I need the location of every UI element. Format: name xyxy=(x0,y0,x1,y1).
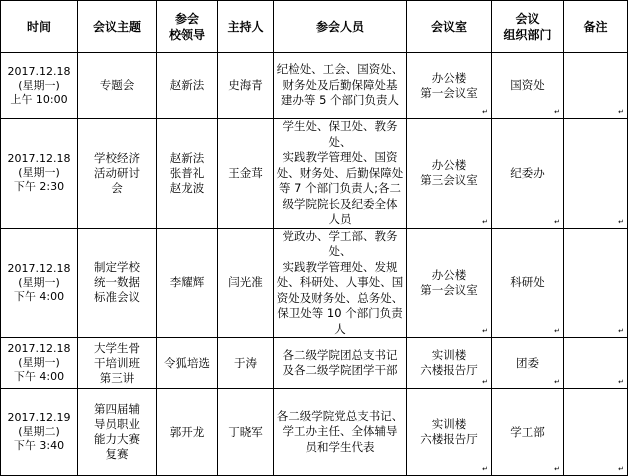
room-line: 第一会议室 xyxy=(420,282,478,297)
return-mark-icon: ↵ xyxy=(618,378,624,386)
attendee-line: 资处及财务处、总务处、 xyxy=(276,290,404,305)
cell-host: 史海青 xyxy=(218,53,274,119)
time-clock: 上午 10:00 xyxy=(10,92,68,106)
leader-line: 张普礼 xyxy=(169,165,205,180)
return-mark-icon: ↵ xyxy=(554,108,560,116)
cell-attendees xyxy=(274,389,407,476)
org-text: 团委 xyxy=(516,355,539,370)
leader-line: 赵新法 xyxy=(169,78,205,92)
attendee-line: 实践教学管理处、国资 xyxy=(282,150,398,164)
cell-attendees xyxy=(274,228,407,338)
cell-leaders xyxy=(157,338,218,389)
header-topic: 会议主题 xyxy=(78,1,157,53)
attendee-line: 员和学生代表 xyxy=(305,439,375,454)
attendee-line: 级学院院长及纪委全体 xyxy=(282,196,398,211)
return-mark-icon: ↵ xyxy=(554,217,560,226)
table-row xyxy=(1,389,628,476)
header-note: 备注 xyxy=(564,1,628,53)
header-host: 主持人 xyxy=(218,1,274,53)
time-weekday: (星期一) xyxy=(18,78,60,92)
cell-org xyxy=(492,338,564,389)
topic-line: 导员职业 xyxy=(94,417,140,431)
room-line: 实训楼 xyxy=(431,348,467,362)
room-line: 办公楼 xyxy=(431,70,467,85)
cell-time xyxy=(1,53,78,119)
attendee-line: 人 xyxy=(334,321,346,336)
cell-topic xyxy=(78,119,157,229)
header-time: 时间 xyxy=(1,1,78,53)
time-weekday: (星期二) xyxy=(18,425,60,438)
topic-line: 大学生骨 xyxy=(94,340,140,355)
cell-room xyxy=(407,119,492,229)
leader-line: 郭开龙 xyxy=(169,424,205,439)
cell-topic xyxy=(78,53,157,119)
return-mark-icon: ↵ xyxy=(482,378,488,386)
attendee-line: 处、财务处、后勤保障处 xyxy=(276,165,404,180)
topic-line: 复赛 xyxy=(105,447,129,461)
attendee-line: 各二级学院党总支书记、 xyxy=(276,408,404,423)
cell-host: 丁晓军 xyxy=(218,389,274,476)
org-text: 学工部 xyxy=(510,424,545,439)
org-text: 国资处 xyxy=(510,78,545,92)
return-mark-icon: ↵ xyxy=(618,327,624,335)
cell-room xyxy=(407,53,492,119)
cell-room xyxy=(407,228,492,338)
cell-host: 王金茸 xyxy=(218,119,274,229)
cell-time xyxy=(1,338,78,389)
cell-note xyxy=(564,53,628,119)
cell-time xyxy=(1,119,78,229)
cell-room xyxy=(407,338,492,389)
room-line: 第一会议室 xyxy=(420,85,478,100)
attendee-line: 学生处、保卫处、教务处、 xyxy=(282,119,398,149)
topic-line: 专题会 xyxy=(99,78,135,92)
attendee-line: 各二级学院团总支书记 xyxy=(282,347,398,362)
return-mark-icon: ↵ xyxy=(618,465,624,473)
attendee-line: 建办等 5 个部门负责人 xyxy=(280,93,400,108)
time-weekday: (星期一) xyxy=(18,356,60,369)
time-date: 2017.12.18 xyxy=(7,64,71,78)
header-row xyxy=(1,1,628,53)
header-leaders-line1: 参会 xyxy=(174,11,199,26)
return-mark-icon: ↵ xyxy=(482,217,488,226)
time-date: 2017.12.18 xyxy=(7,261,71,275)
cell-time xyxy=(1,389,78,476)
topic-line: 标准会议 xyxy=(94,290,140,305)
topic-line: 会 xyxy=(111,180,123,195)
cell-leaders xyxy=(157,389,218,476)
header-leaders xyxy=(157,1,218,53)
attendee-line: 处、科研处、人事处、国 xyxy=(276,275,404,289)
topic-line: 第四届辅 xyxy=(94,402,140,416)
table-row xyxy=(1,119,628,229)
cell-note xyxy=(564,389,628,476)
cell-note xyxy=(564,338,628,389)
topic-line: 学校经济 xyxy=(94,150,140,165)
attendee-line: 保卫处等 10 个部门负责 xyxy=(277,306,403,320)
header-room: 会议室 xyxy=(407,1,492,53)
room-line: 六楼报告厅 xyxy=(420,363,478,377)
topic-line: 统一数据 xyxy=(94,275,140,290)
attendee-line: 学工办主任、全体辅导 xyxy=(282,424,398,439)
time-clock: 下午 4:00 xyxy=(13,289,65,303)
cell-note xyxy=(564,228,628,338)
attendee-line: 等 7 个部门负责人;各二 xyxy=(278,181,401,195)
header-leaders-line2: 校领导 xyxy=(168,27,205,42)
cell-topic xyxy=(78,228,157,338)
table-row xyxy=(1,338,628,389)
return-mark-icon: ↵ xyxy=(482,465,488,473)
cell-attendees xyxy=(274,338,407,389)
room-line: 办公楼 xyxy=(431,158,467,173)
room-line: 办公楼 xyxy=(431,267,467,282)
cell-org xyxy=(492,389,564,476)
return-mark-icon: ↵ xyxy=(482,327,488,335)
leader-line: 赵龙波 xyxy=(169,180,205,195)
cell-org xyxy=(492,119,564,229)
cell-note xyxy=(564,119,628,229)
topic-line: 干培训班 xyxy=(94,355,140,370)
room-line: 第三会议室 xyxy=(420,173,478,188)
attendee-line: 纪检处、工会、国资处、 xyxy=(276,62,404,77)
attendee-line: 人员 xyxy=(328,212,352,226)
attendee-line: 及各二级学院团学干部 xyxy=(282,363,398,377)
attendee-line: 党政办、学工部、教务处、 xyxy=(282,228,398,258)
room-line: 六楼报告厅 xyxy=(420,432,478,446)
cell-room xyxy=(407,389,492,476)
time-weekday: (星期一) xyxy=(18,275,60,289)
attendee-line: 实践教学管理处、发规 xyxy=(282,259,398,274)
return-mark-icon: ↵ xyxy=(554,465,560,473)
time-date: 2017.12.18 xyxy=(7,342,71,355)
org-text: 科研处 xyxy=(510,275,545,290)
time-clock: 下午 3:40 xyxy=(13,439,65,452)
cell-attendees xyxy=(274,53,407,119)
attendee-line: 财务处及后勤保障处基 xyxy=(282,77,398,92)
topic-line: 第三讲 xyxy=(99,370,135,385)
cell-topic xyxy=(78,338,157,389)
time-clock: 下午 2:30 xyxy=(13,180,65,194)
time-date: 2017.12.18 xyxy=(7,152,71,166)
table-row xyxy=(1,228,628,338)
org-text: 纪委办 xyxy=(510,165,545,180)
cell-org xyxy=(492,53,564,119)
header-org-line1: 会议 xyxy=(515,11,540,26)
cell-leaders xyxy=(157,119,218,229)
cell-host: 闫光准 xyxy=(218,228,274,338)
cell-host: 于涛 xyxy=(218,338,274,389)
time-date: 2017.12.19 xyxy=(7,411,71,424)
leader-line: 赵新法 xyxy=(169,150,205,165)
return-mark-icon: ↵ xyxy=(554,327,560,335)
cell-attendees xyxy=(274,119,407,229)
cell-leaders xyxy=(157,228,218,338)
header-org-line2: 组织部门 xyxy=(503,27,552,42)
cell-topic xyxy=(78,389,157,476)
cell-time xyxy=(1,228,78,338)
time-weekday: (星期一) xyxy=(18,166,60,180)
cell-org xyxy=(492,228,564,338)
return-mark-icon: ↵ xyxy=(482,108,488,116)
header-attendees: 参会人员 xyxy=(274,1,407,53)
table-row xyxy=(1,53,628,119)
topic-line: 活动研讨 xyxy=(94,165,140,180)
return-mark-icon: ↵ xyxy=(554,378,560,386)
header-org xyxy=(492,1,564,53)
return-mark-icon: ↵ xyxy=(618,108,624,116)
leader-line: 李耀辉 xyxy=(169,275,205,290)
return-mark-icon: ↵ xyxy=(618,217,624,226)
topic-line: 能力大赛 xyxy=(94,432,140,446)
topic-line: 制定学校 xyxy=(94,260,140,275)
cell-leaders xyxy=(157,53,218,119)
time-clock: 下午 4:00 xyxy=(13,370,65,383)
room-line: 实训楼 xyxy=(431,417,467,431)
leader-line: 令狐培选 xyxy=(164,355,210,370)
